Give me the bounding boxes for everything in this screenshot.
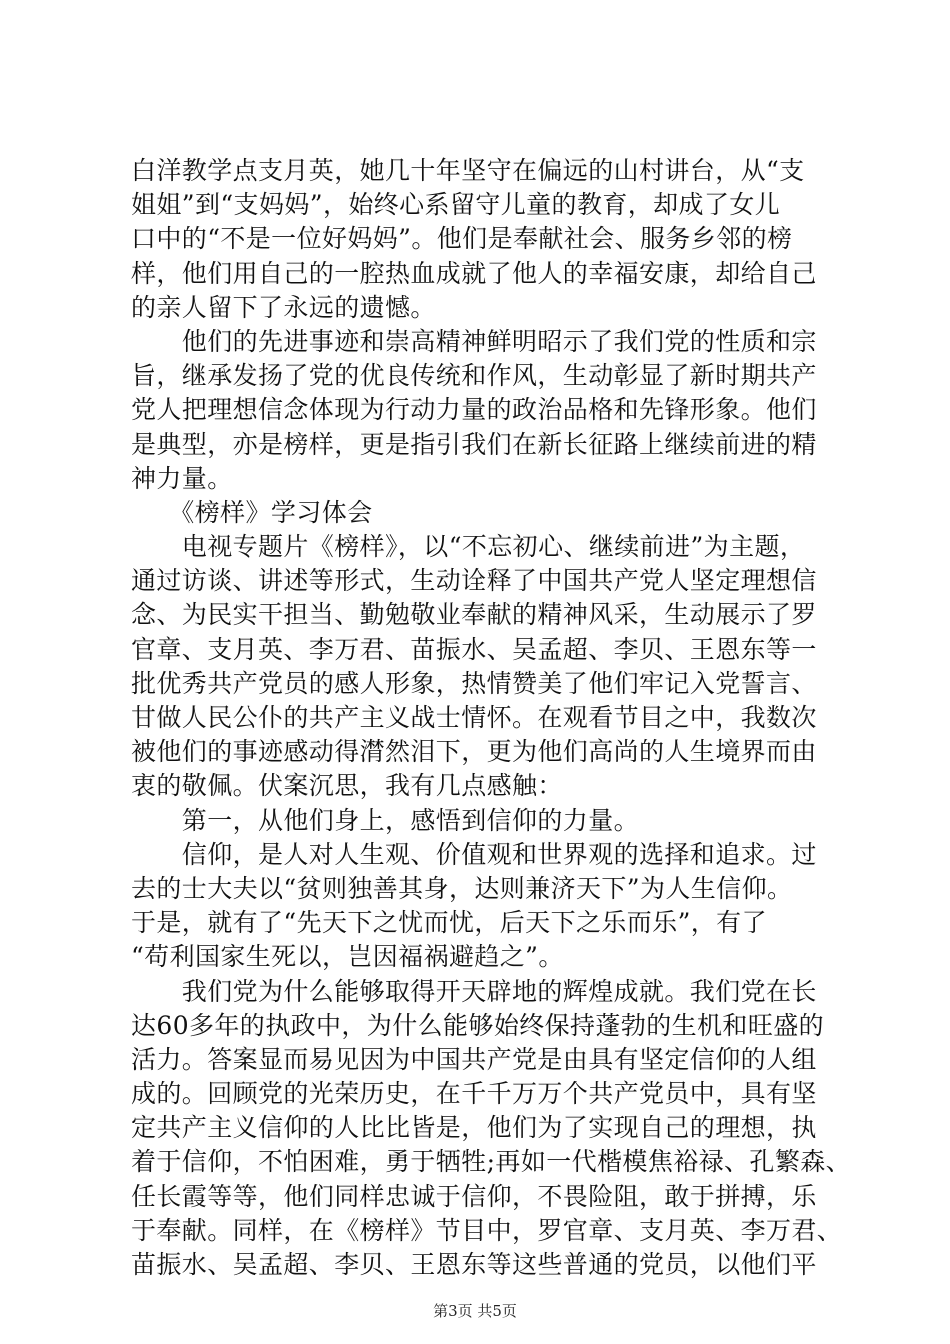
text-line: 神力量。 bbox=[131, 463, 233, 493]
text-line: 任长霞等等，他们同样忠诚于信仰，不畏险阻，敢于拼搏，乐 bbox=[131, 1181, 817, 1211]
text-line: 衷的敬佩。伏案沉思，我有几点感触： bbox=[131, 771, 563, 801]
text-line: 口中的“不是一位好妈妈”。他们是奉献社会、服务乡邻的榜 bbox=[131, 224, 793, 254]
text-line: 定共产主义信仰的人比比皆是，他们为了实现自己的理想，执 bbox=[131, 1113, 817, 1143]
text-line: 他们的先进事迹和崇高精神鲜明昭示了我们党的性质和宗 bbox=[131, 326, 817, 356]
text-line: 样，他们用自己的一腔热血成就了他人的幸福安康，却给自己 bbox=[131, 258, 817, 288]
text-line: 念、为民实干担当、勤勉敬业奉献的精神风采，生动展示了罗 bbox=[131, 600, 817, 630]
text-line: 成的。回顾党的光荣历史，在千千万万个共产党员中，具有坚 bbox=[131, 1079, 817, 1109]
section-heading: 《榜样》学习体会 bbox=[131, 497, 373, 527]
body-text bbox=[131, 154, 852, 1282]
text-line: 活力。答案显而易见因为中国共产党是由具有坚定信仰的人组 bbox=[131, 1044, 817, 1074]
text-line: “苟利国家生死以，岂因福祸避趋之”。 bbox=[131, 942, 564, 972]
text-line: 信仰，是人对人生观、价值观和世界观的选择和追求。过 bbox=[131, 839, 817, 869]
text-line: 白洋教学点支月英，她几十年坚守在偏远的山村讲台，从“支 bbox=[131, 156, 805, 185]
text-line: 的亲人留下了永远的遗憾。 bbox=[131, 292, 436, 322]
text-line: 官章、支月英、李万君、苗振水、吴孟超、李贝、王恩东等一 bbox=[131, 634, 817, 664]
text-line: 着于信仰，不怕困难，勇于牺牲;再如一代楷模焦裕禄、孔繁森、 bbox=[131, 1147, 852, 1177]
text-line: 姐姐”到“支妈妈”，始终心系留守儿童的教育，却成了女儿 bbox=[131, 190, 781, 220]
text-line: 是典型，亦是榜样，更是指引我们在新长征路上继续前进的精 bbox=[131, 429, 817, 459]
text-line: 被他们的事迹感动得潸然泪下，更为他们高尚的人生境界而由 bbox=[131, 737, 817, 767]
text-line: 党人把理想信念体现为行动力量的政治品格和先锋形象。他们 bbox=[131, 395, 817, 425]
text-line: 于奉献。同样，在《榜样》节目中，罗官章、支月英、李万君、 bbox=[131, 1215, 843, 1245]
text-line: 于是，就有了“先天下之忧而忧，后天下之乐而乐”，有了 bbox=[131, 908, 767, 938]
text-line: 通过访谈、讲述等形式，生动诠释了中国共产党人坚定理想信 bbox=[131, 566, 817, 596]
text-line: 批优秀共产党员的感人形象，热情赞美了他们牢记入党誓言、 bbox=[131, 668, 817, 698]
page-footer: 第3页 共5页 bbox=[433, 1302, 517, 1320]
text-line: 苗振水、吴孟超、李贝、王恩东等这些普通的党员，以他们平 bbox=[131, 1250, 817, 1279]
text-line: 第一，从他们身上，感悟到信仰的力量。 bbox=[131, 805, 640, 835]
text-line: 我们党为什么能够取得开天辟地的辉煌成就。我们党在长 bbox=[131, 976, 817, 1006]
text-line: 达60多年的执政中，为什么能够始终保持蓬勃的生机和旺盛的 bbox=[131, 1010, 825, 1040]
text-line: 电视专题片《榜样》，以“不忘初心、继续前进”为主题， bbox=[131, 532, 806, 562]
text-line: 旨，继承发扬了党的优良传统和作风，生动彰显了新时期共产 bbox=[131, 361, 817, 391]
text-line: 去的士大夫以“贫则独善其身，达则兼济天下”为人生信仰。 bbox=[131, 873, 793, 903]
text-line: 甘做人民公仆的共产主义战士情怀。在观看节目之中，我数次 bbox=[131, 703, 817, 732]
